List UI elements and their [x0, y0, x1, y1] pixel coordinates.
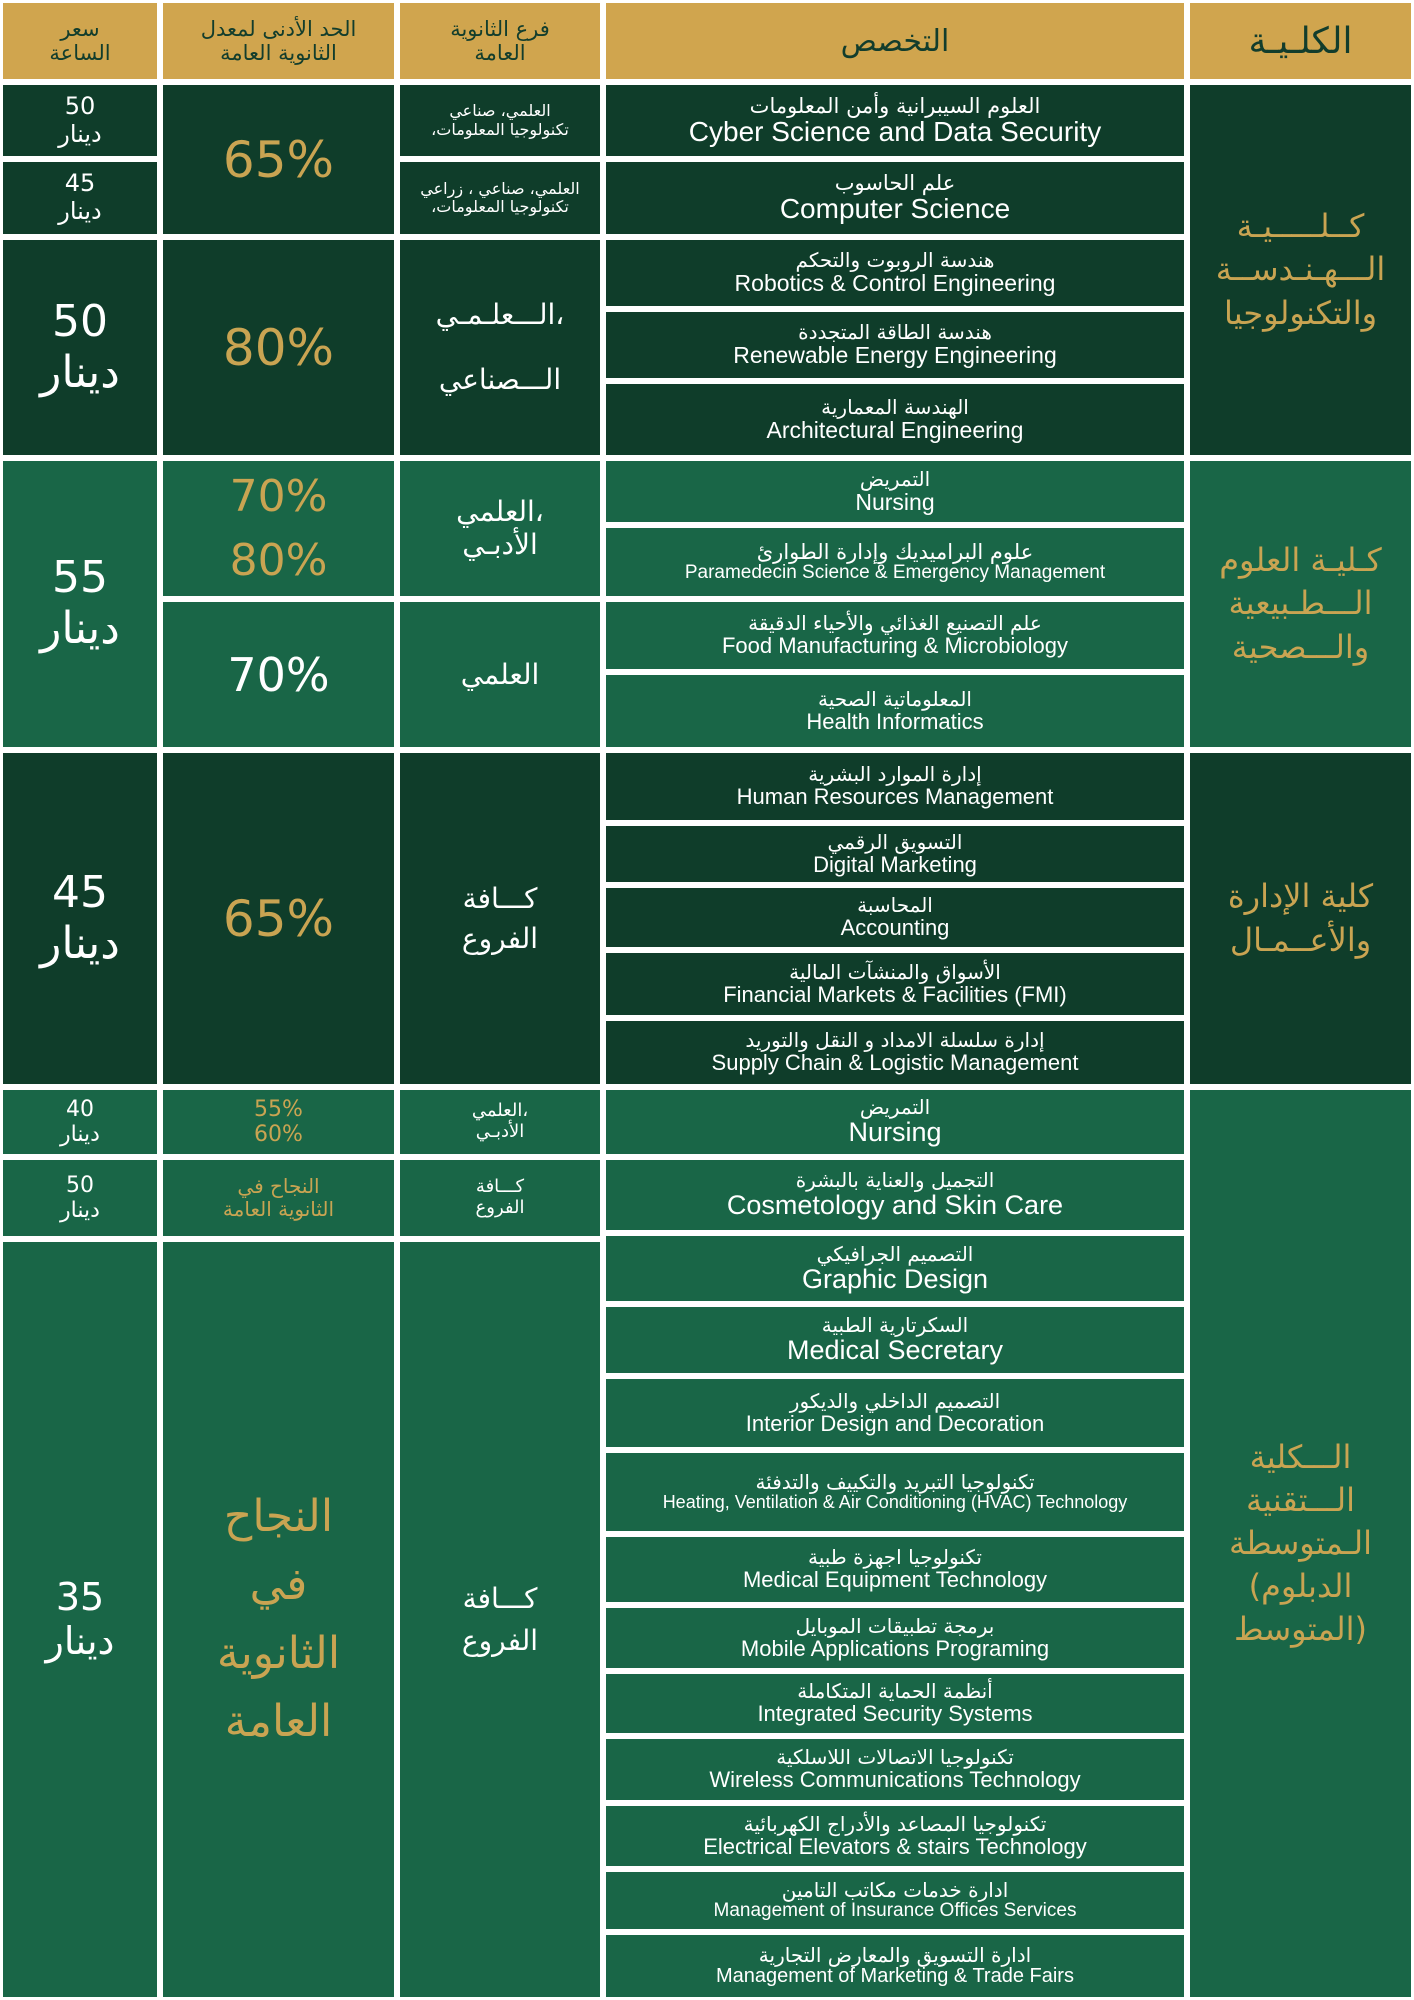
specialization-english: Integrated Security Systems: [757, 1701, 1033, 1727]
specialization-row: [603, 599, 1187, 672]
specialization-english: Management of Marketing & Trade Fairs: [716, 1965, 1074, 1987]
price-cell: 35 دينار: [0, 1239, 160, 2000]
specialization-arabic: التصميم الجرافيكي: [816, 1241, 974, 1266]
average-cell: 55% 60%: [160, 1087, 397, 1157]
specialization-arabic: هندسة الطاقة المتجددة: [798, 320, 992, 345]
specialization-english: Management of Insurance Offices Services: [713, 1900, 1077, 1922]
specialization-english: Wireless Communications Technology: [709, 1767, 1081, 1793]
header-college: الكلـيـة: [1187, 0, 1414, 82]
specialization-english: Health Informatics: [806, 708, 984, 734]
college-intermediate-technical: الـــكلية الـــتقنية الـمتوسطة (الدبلوم المتوسط): [1187, 1087, 1414, 2000]
branch-cell: العلمي، الأدبـي: [397, 1087, 603, 1157]
specialization-row: [603, 950, 1187, 1018]
specialization-english: Computer Science: [779, 193, 1011, 225]
specialization-english: Cosmetology and Skin Care: [726, 1190, 1064, 1221]
specialization-english: Nursing: [855, 488, 935, 515]
specialization-row: [603, 1605, 1187, 1671]
branch-cell: العلمي: [397, 599, 603, 750]
specialization-english: Cyber Science and Data Security: [688, 115, 1102, 147]
price-cell: 50 دينار: [0, 237, 160, 458]
specialization-row: [603, 750, 1187, 823]
specialization-english: Supply Chain & Logistic Management: [711, 1050, 1079, 1076]
specialization-arabic: التمريض: [859, 466, 931, 491]
specialization-row: [603, 525, 1187, 599]
specialization-row: [603, 672, 1187, 750]
specialization-row: [603, 1534, 1187, 1605]
specialization-english: Human Resources Management: [736, 784, 1054, 810]
branch-cell: العلمي، الأدبـي: [397, 458, 603, 599]
specialization-row: [603, 1450, 1187, 1534]
branch-cell: كـــافة الفروع: [397, 1157, 603, 1239]
average-cell: 70% 80%: [160, 458, 397, 599]
specialization-arabic: الهندسة المعمارية: [821, 394, 969, 419]
specialization-row: [603, 1157, 1187, 1233]
branch-cell: العلمي، صناعي ،تكنولوجيا المعلومات: [397, 82, 603, 159]
header-branch: فرع الثانوية العامة: [397, 0, 603, 82]
specialization-row: [603, 1803, 1187, 1869]
specialization-arabic: تكنولوجيا اجهزة طبية: [808, 1545, 982, 1570]
specialization-row: [603, 1304, 1187, 1376]
specialization-arabic: التصميم الداخلي والديكور: [789, 1388, 1001, 1413]
specialization-english: Food Manufacturing & Microbiology: [721, 633, 1069, 659]
specialization-english: Medical Secretary: [786, 1335, 1004, 1366]
college-engineering: كــلـــــيـة الـــهـنـدســة والتكنولوجيا: [1187, 82, 1414, 458]
specialization-english: Interior Design and Decoration: [745, 1410, 1045, 1436]
specialization-english: Renewable Energy Engineering: [733, 342, 1057, 369]
specialization-arabic: علوم البراميديك وإدارة الطوارئ: [756, 540, 1034, 564]
average-cell: 70%: [160, 599, 397, 750]
specialization-row: [603, 1018, 1187, 1087]
branch-cell: العلمي، صناعي ، زراعي ،تكنولوجيا المعلومات: [397, 159, 603, 237]
specialization-arabic: تكنولوجيا المصاعد والأدراج الكهربائية: [743, 1811, 1047, 1836]
specialization-arabic: علم الحاسوب: [834, 171, 956, 196]
specialization-arabic: السكرتارية الطبية: [821, 1313, 969, 1338]
branch-cell: الـــعلـمـي، الـــصناعي: [397, 237, 603, 458]
specialization-arabic: علم التصنيع الغذائي والأحياء الدقيقة: [748, 611, 1042, 636]
specialization-row: [603, 885, 1187, 950]
specialization-row: [603, 1736, 1187, 1803]
specialization-row: [603, 1376, 1187, 1450]
average-cell: النجاح في الثانوية العامة: [160, 1239, 397, 2000]
specialization-english: Architectural Engineering: [766, 416, 1024, 443]
college-natural-health-sciences: كـليـة العلوم الـــطـبيعية والـــصحية: [1187, 458, 1414, 750]
specialization-arabic: التجميل والعناية بالبشرة: [795, 1168, 995, 1193]
average-cell: 65%: [160, 82, 397, 237]
header-min-average: الحد الأدنى لمعدل الثانوية العامة: [160, 0, 397, 82]
specialization-row: [603, 1233, 1187, 1304]
average-cell: 65%: [160, 750, 397, 1087]
price-cell: 55 دينار: [0, 458, 160, 750]
specialization-arabic: التسويق الرقمي: [827, 829, 963, 854]
specialization-row: [603, 237, 1187, 309]
specialization-row: [603, 823, 1187, 885]
price-cell: 45 دينار: [0, 159, 160, 237]
specialization-english: Electrical Elevators & stairs Technology: [703, 1833, 1087, 1859]
price-cell: 45 دينار: [0, 750, 160, 1087]
specialization-arabic: تكنولوجيا التبريد والتكييف والتدفئة: [755, 1470, 1035, 1495]
specialization-row: [603, 1932, 1187, 2000]
specialization-row: [603, 1671, 1187, 1736]
specialization-row: [603, 381, 1187, 458]
specialization-english: Medical Equipment Technology: [742, 1567, 1048, 1593]
specialization-english: Paramedecin Science & Emergency Management: [684, 562, 1106, 584]
specialization-arabic: العلوم السيبرانية وأمن المعلومات: [749, 93, 1041, 118]
specialization-arabic: التمريض: [859, 1095, 931, 1120]
specialization-row: [603, 458, 1187, 525]
specialization-english: Nursing: [848, 1117, 942, 1148]
specialization-arabic: تكنولوجيا الاتصالات اللاسلكية: [776, 1745, 1014, 1770]
college-business: كلية الإدارة والأعــمـال: [1187, 750, 1414, 1087]
specialization-english: Digital Marketing: [813, 851, 977, 877]
header-hour-price: سعر الساعة: [0, 0, 160, 82]
branch-cell: كـــافة الفروع: [397, 1239, 603, 2000]
specialization-english: Robotics & Control Engineering: [734, 270, 1056, 297]
specialization-row: [603, 1869, 1187, 1932]
specialization-english: Heating, Ventilation & Air Conditioning (HVAC) Technology: [662, 1492, 1128, 1513]
specialization-row: [603, 82, 1187, 159]
specialization-english: Accounting: [840, 915, 950, 941]
specialization-arabic: إدارة سلسلة الامداد و النقل والتوريد: [745, 1028, 1045, 1053]
specialization-arabic: ادارة خدمات مكاتب التامين: [781, 1878, 1009, 1903]
specialization-arabic: هندسة الروبوت والتحكم: [795, 248, 995, 273]
specialization-arabic: الأسواق والمنشآت المالية: [789, 959, 1001, 984]
specialization-arabic: المعلوماتية الصحية: [818, 686, 972, 711]
specialization-arabic: إدارة الموارد البشرية: [808, 762, 982, 787]
specialization-arabic: المحاسبة: [857, 893, 933, 918]
average-cell: النجاح في الثانوية العامة: [160, 1157, 397, 1239]
branch-cell: كـــافة الفروع: [397, 750, 603, 1087]
specialization-english: Mobile Applications Programing: [740, 1635, 1050, 1661]
header-specialization: التخصص: [603, 0, 1187, 82]
specialization-english: Graphic Design: [801, 1263, 989, 1294]
specialization-arabic: أنظمة الحماية المتكاملة: [797, 1679, 993, 1704]
specialization-english: Financial Markets & Facilities (FMI): [723, 981, 1067, 1007]
price-cell: 50 دينار: [0, 1157, 160, 1239]
specialization-row: [603, 159, 1187, 237]
specialization-row: [603, 1087, 1187, 1157]
specialization-arabic: ادارة التسويق والمعارض التجارية: [758, 1943, 1032, 1967]
price-cell: 50 دينار: [0, 82, 160, 159]
specialization-row: [603, 309, 1187, 381]
specialization-arabic: برمجة تطبيقات الموبايل: [795, 1613, 995, 1638]
price-cell: 40 دينار: [0, 1087, 160, 1157]
average-cell: 80%: [160, 237, 397, 458]
